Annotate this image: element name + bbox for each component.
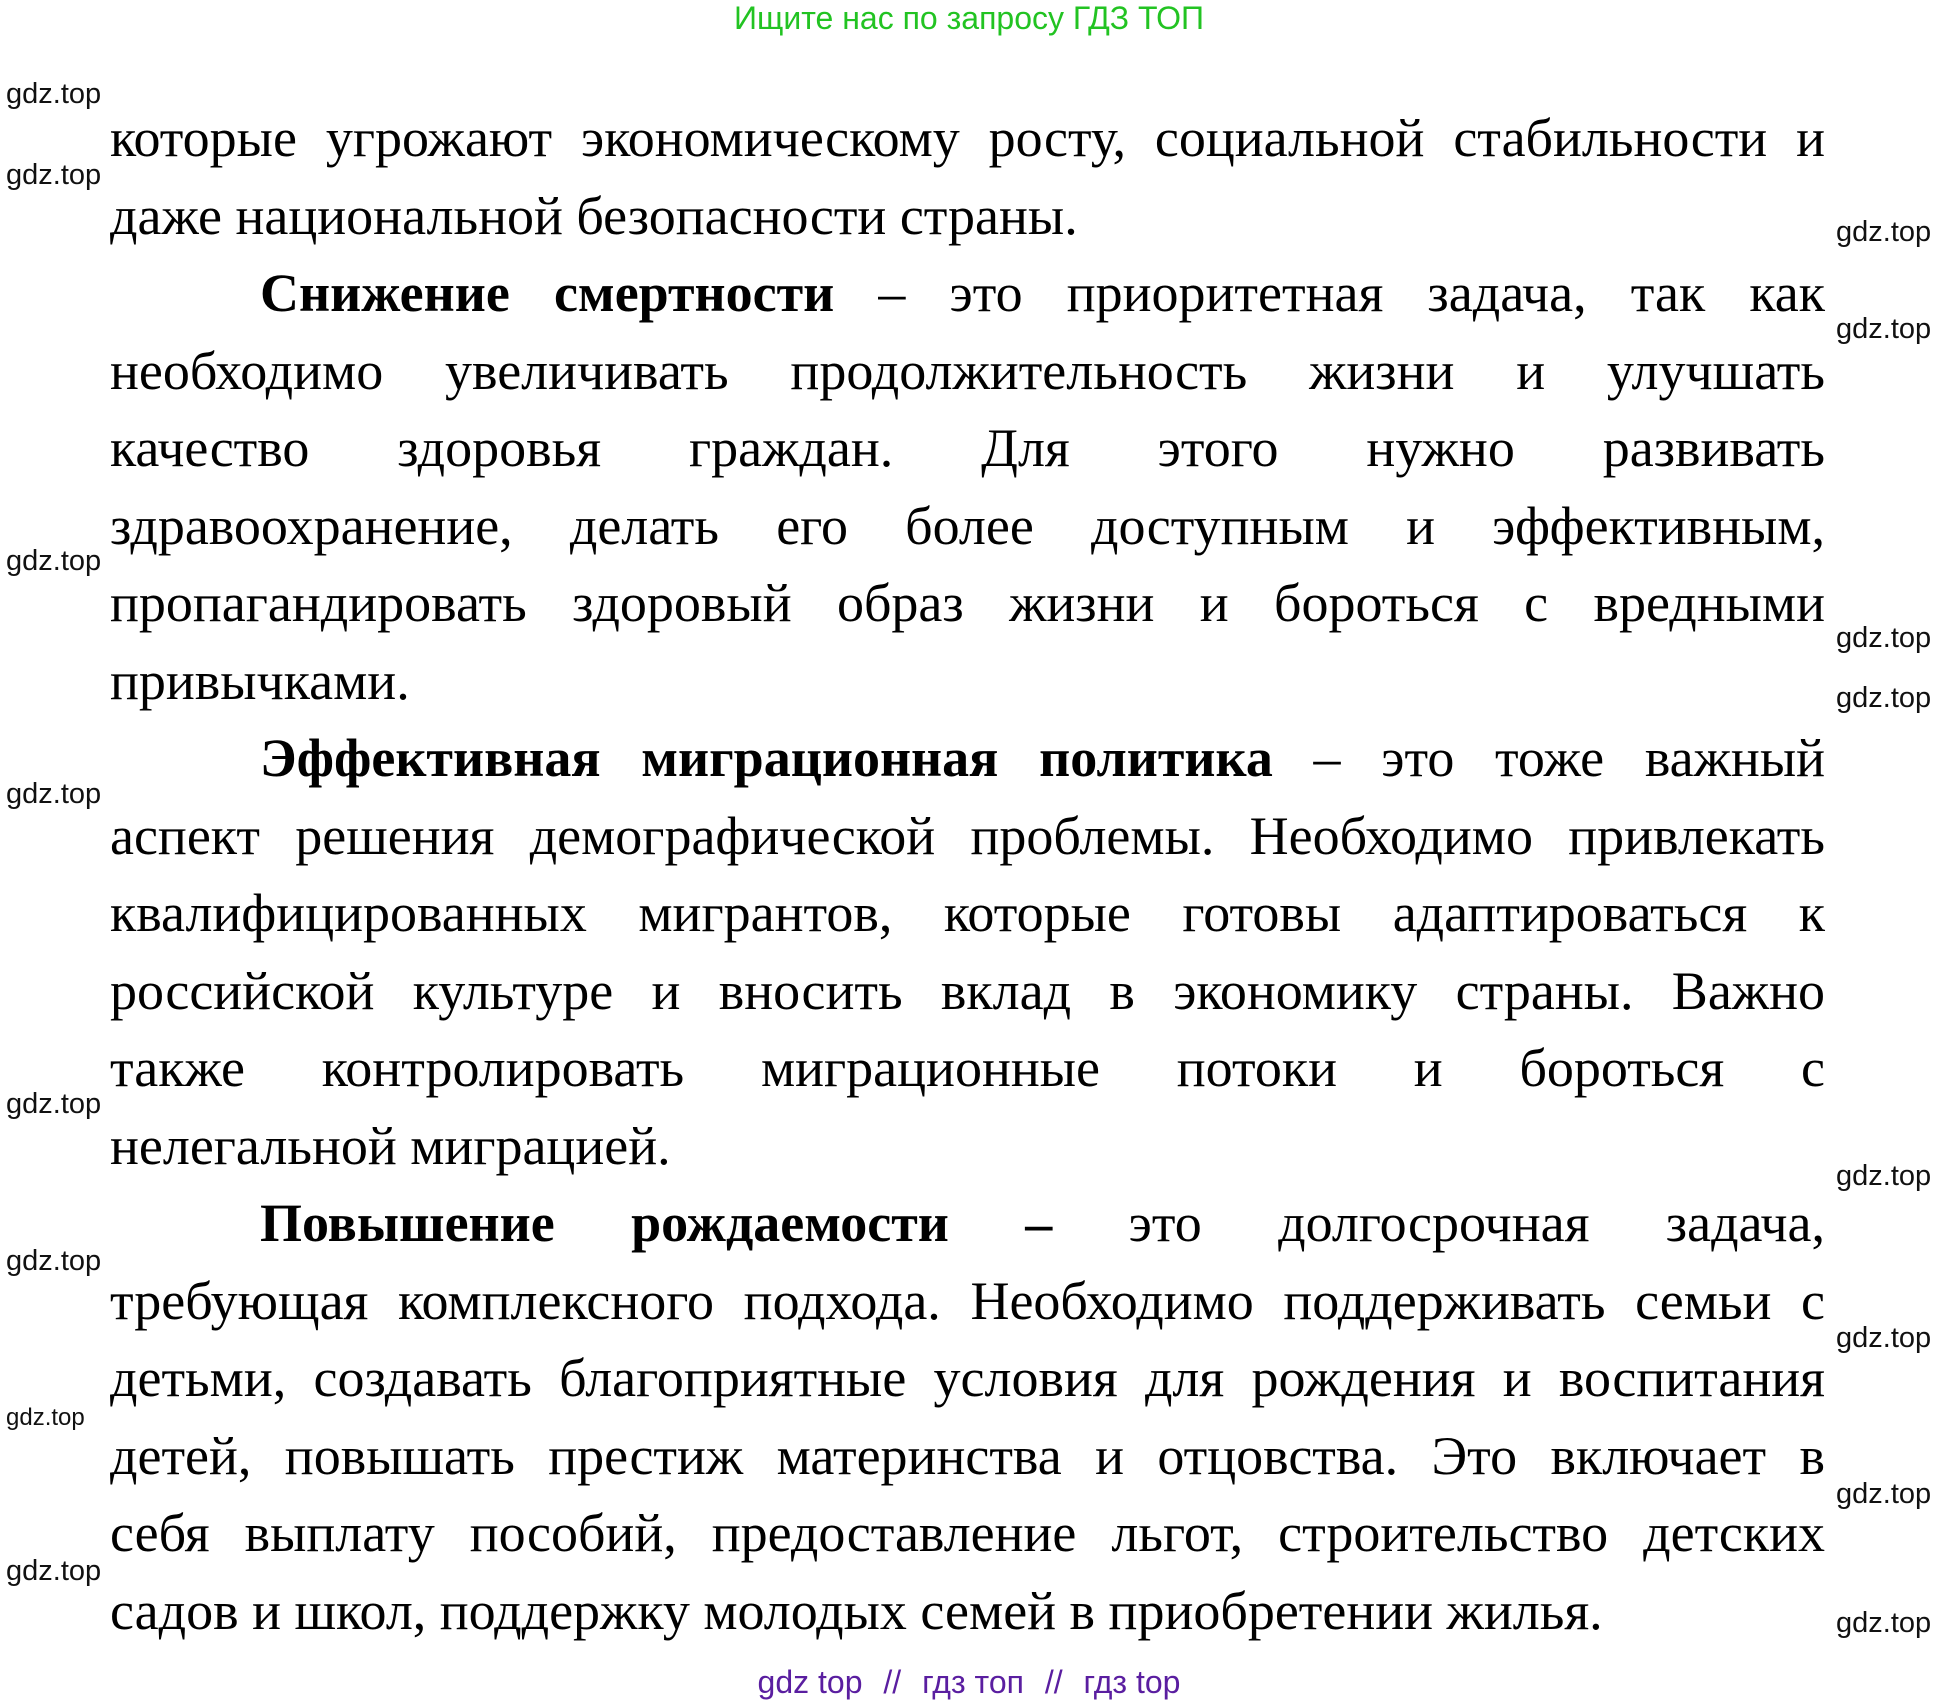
text-segment: это долгосрочная задача, — [1052, 1193, 1825, 1253]
watermark: gdz.top — [1836, 622, 1932, 654]
footer-separator: // — [1044, 1664, 1063, 1700]
text-line — [110, 1030, 1825, 1108]
search-hint-banner: Ищите нас по запросу ГДЗ ТОП — [734, 0, 1204, 36]
text-line — [110, 1573, 1825, 1651]
text-segment: – это приоритетная задача, так как — [834, 263, 1825, 323]
watermark: gdz.top — [6, 1404, 85, 1431]
text-segment: российской культуре и вносить вклад в экономику страны. Важно — [110, 960, 1825, 1021]
text-line — [110, 1108, 1825, 1186]
watermark: gdz.top — [6, 1245, 102, 1277]
text-line — [110, 565, 1825, 643]
bold-term: Повышение рождаемости – — [260, 1193, 1053, 1253]
document-body — [110, 100, 1825, 1650]
paragraph — [110, 100, 1825, 255]
text-line — [110, 100, 1825, 178]
watermark: gdz.top — [6, 78, 102, 110]
watermark: gdz.top — [1836, 313, 1932, 345]
paragraph — [110, 255, 1825, 720]
footer-link-gdz-top[interactable]: gdz top — [757, 1664, 863, 1700]
text-line — [110, 1185, 1825, 1263]
text-segment: нелегальной миграцией. — [110, 1115, 671, 1176]
paragraph — [110, 1185, 1825, 1650]
text-line — [110, 1418, 1825, 1496]
text-segment: – это тоже важный — [1272, 728, 1825, 788]
text-line — [110, 1495, 1825, 1573]
text-segment: пропагандировать здоровый образ жизни и бороться с вредными — [110, 573, 1825, 633]
text-line — [110, 720, 1825, 798]
text-line — [110, 488, 1825, 566]
watermark: gdz.top — [6, 1555, 102, 1587]
watermark: gdz.top — [1836, 682, 1932, 714]
watermark: gdz.top — [1836, 1160, 1932, 1192]
watermark: gdz.top — [6, 545, 102, 577]
text-line — [110, 410, 1825, 488]
text-segment: аспект решения демографической проблемы. Необходимо привлекать — [110, 805, 1825, 866]
text-segment: себя выплату пособий, предоставление льгот, строительство детских — [110, 1503, 1825, 1563]
bold-term: Эффективная миграционная политика — [260, 728, 1273, 788]
text-segment: садов и школ, поддержку молодых семей в приобретении жилья. — [110, 1580, 1603, 1641]
footer-link-gdz-top-mixed[interactable]: гдз top — [1083, 1664, 1181, 1700]
watermark: gdz.top — [1836, 216, 1932, 248]
text-line — [110, 798, 1825, 876]
watermark: gdz.top — [1836, 1478, 1932, 1510]
text-segment: которые угрожают экономическому росту, социальной стабильности и — [110, 108, 1825, 168]
footer-separator: // — [883, 1664, 902, 1700]
paragraph — [110, 720, 1825, 1185]
footer-links — [0, 1664, 1938, 1700]
text-line — [110, 953, 1825, 1031]
text-segment: здравоохранение, делать его более доступным и эффективным, — [110, 495, 1825, 556]
watermark: gdz.top — [6, 778, 102, 810]
text-segment: требующая комплексного подхода. Необходимо поддерживать семьи с — [110, 1270, 1825, 1331]
text-segment: необходимо увеличивать продолжительность жизни и улучшать — [110, 340, 1825, 401]
text-line — [110, 178, 1825, 256]
text-segment: детей, повышать престиж материнства и отцовства. Это включает в — [110, 1425, 1825, 1486]
text-segment: квалифицированных мигрантов, которые готовы адаптироваться к — [110, 883, 1825, 943]
text-segment: также контролировать миграционные потоки и бороться с — [110, 1038, 1825, 1098]
watermark: gdz.top — [6, 159, 102, 191]
text-segment: детьми, создавать благоприятные условия для рождения и воспитания — [110, 1348, 1825, 1408]
watermark: gdz.top — [6, 1088, 102, 1120]
text-segment: привычками. — [110, 650, 410, 711]
text-line — [110, 1263, 1825, 1341]
watermark: gdz.top — [1836, 1322, 1932, 1354]
watermark: gdz.top — [1836, 1607, 1932, 1639]
text-line — [110, 1340, 1825, 1418]
text-segment: даже национальной безопасности страны. — [110, 185, 1078, 246]
text-line — [110, 875, 1825, 953]
text-line — [110, 255, 1825, 333]
text-line — [110, 643, 1825, 721]
text-line — [110, 333, 1825, 411]
bold-term: Снижение смертности — [260, 263, 835, 323]
text-segment: качество здоровья граждан. Для этого нужно развивать — [110, 418, 1825, 478]
footer-link-gdz-top-ru[interactable]: гдз топ — [922, 1664, 1024, 1700]
